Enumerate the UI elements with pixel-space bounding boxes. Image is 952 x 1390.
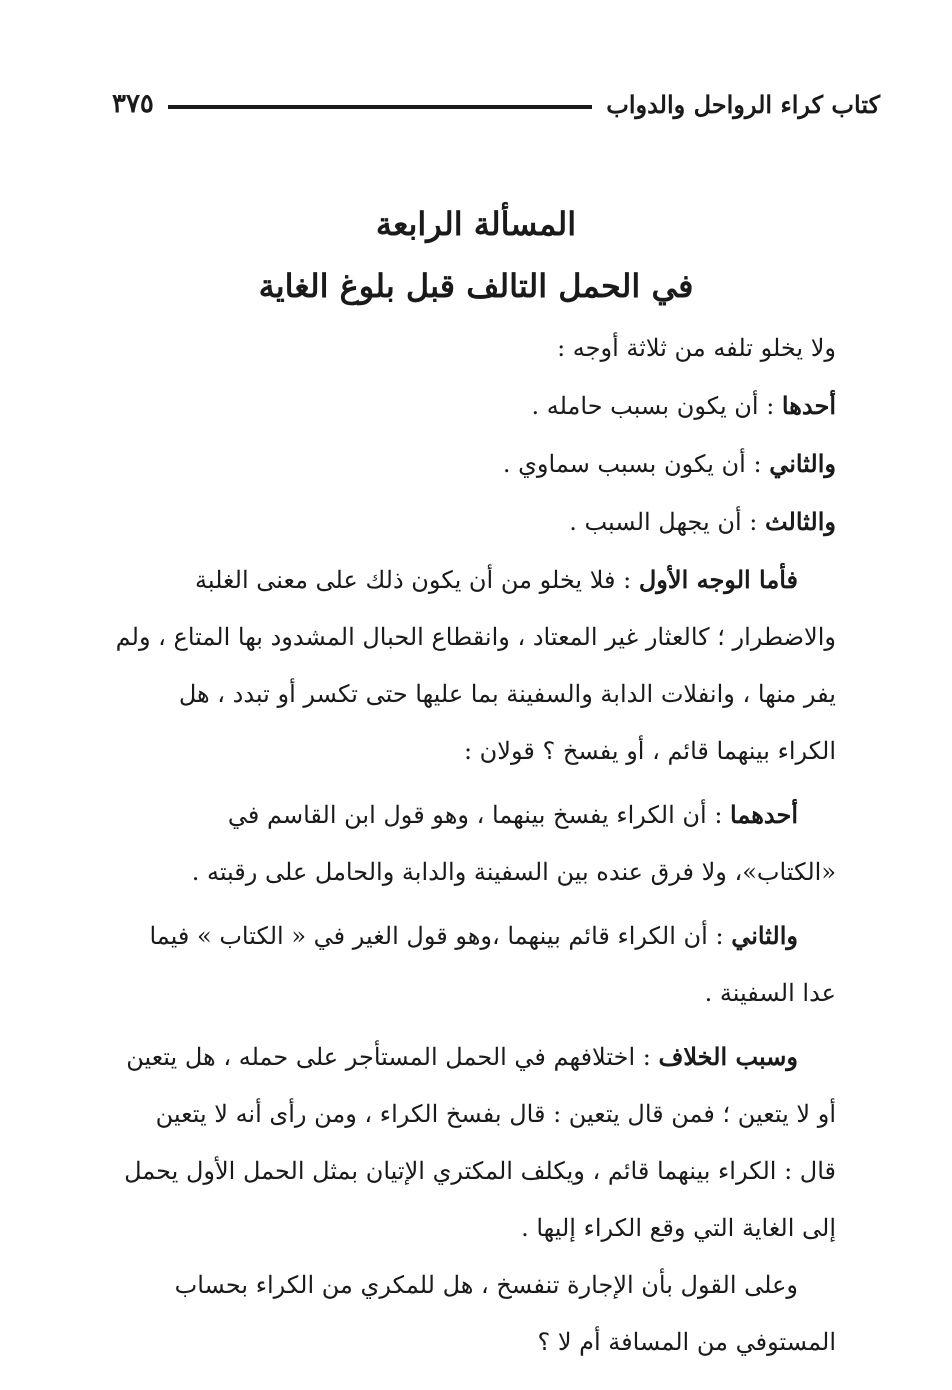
third-aspect-line bbox=[76, 493, 836, 551]
first-opinion-line-2 bbox=[76, 844, 836, 901]
paragraph-text: «الكتاب»، ولا فرق عنده بين السفينة والدابة والحامل على رقبته . bbox=[191, 858, 836, 886]
paragraph-text: : أن الكراء يفسخ بينهما ، وهو قول ابن القاسم في bbox=[227, 801, 731, 829]
paragraph-text: والاضطرار ؛ كالعثار غير المعتاد ، وانقطاع الحبال المشدود بها المتاع ، ولم bbox=[115, 623, 836, 651]
paragraph-first-aspect-line-2 bbox=[76, 609, 836, 666]
intro-text: ولا يخلو تلفه من ثلاثة أوجه : bbox=[557, 334, 836, 362]
second-opinion-line-2 bbox=[76, 965, 836, 1022]
paragraph-first-aspect-line-4 bbox=[76, 723, 836, 780]
first-aspect-heading: فأما الوجه الأول bbox=[638, 565, 798, 594]
first-opinion-label: أحدهما bbox=[730, 800, 798, 829]
cause-of-dispute-line-3 bbox=[76, 1143, 836, 1200]
paragraph-text: قال : الكراء بينهما قائم ، ويكلف المكتري الإتيان بمثل الحمل الأول يحمل bbox=[124, 1157, 836, 1185]
paragraph-text: عدا السفينة . bbox=[704, 979, 836, 1007]
running-title: كتاب كراء الرواحل والدواب bbox=[606, 89, 880, 119]
cause-of-dispute-label: وسبب الخلاف bbox=[658, 1042, 798, 1071]
chapter-subtitle: في الحمل التالف قبل بلوغ الغاية bbox=[258, 267, 694, 305]
cause-of-dispute-line-2 bbox=[76, 1086, 836, 1143]
paragraph-first-aspect-line-1 bbox=[76, 551, 836, 609]
chapter-title: المسألة الرابعة bbox=[375, 205, 577, 243]
paragraph-text: إلى الغاية التي وقع الكراء إليها . bbox=[521, 1214, 836, 1242]
paragraph-text: : اختلافهم في الحمل المستأجر على حمله ، هل يتعين bbox=[126, 1043, 659, 1071]
first-aspect-text: : أن يكون بسبب حامله . bbox=[531, 392, 782, 420]
running-header bbox=[112, 84, 880, 124]
cause-of-dispute-line-4 bbox=[76, 1200, 836, 1257]
paragraph-text: : أن الكراء قائم بينهما ،وهو قول الغير في « الكتاب » فيما bbox=[149, 922, 732, 950]
first-aspect-label: أحدها bbox=[781, 391, 836, 420]
first-opinion-line-1 bbox=[76, 786, 836, 844]
second-opinion-line-1 bbox=[76, 907, 836, 965]
third-aspect-label: والثالث bbox=[764, 507, 836, 536]
first-aspect-line bbox=[76, 377, 836, 435]
paragraph-text: المستوفي من المسافة أم لا ؟ bbox=[537, 1328, 836, 1356]
second-aspect-text: : أن يكون بسبب سماوي . bbox=[502, 450, 770, 478]
paragraph-text: وعلى القول بأن الإجارة تنفسخ ، هل للمكري من الكراء بحساب bbox=[174, 1271, 798, 1299]
paragraph-first-aspect-line-3 bbox=[76, 666, 836, 723]
second-opinion-label: والثاني bbox=[731, 921, 798, 950]
body-text bbox=[76, 320, 836, 1371]
cause-of-dispute-line-1 bbox=[76, 1028, 836, 1086]
third-aspect-text: : أن يجهل السبب . bbox=[569, 508, 765, 536]
paragraph-text: يفر منها ، وانفلات الدابة والسفينة بما عليها حتى تكسر أو تبدد ، هل bbox=[178, 680, 836, 708]
paragraph-text: : فلا يخلو من أن يكون ذلك على معنى الغلبة bbox=[195, 566, 639, 594]
intro-line bbox=[76, 320, 836, 377]
second-aspect-label: والثاني bbox=[769, 449, 836, 478]
paragraph-text: الكراء بينهما قائم ، أو يفسخ ؟ قولان : bbox=[463, 737, 836, 765]
final-paragraph-line-1 bbox=[76, 1257, 836, 1314]
page-number: ٣٧٥ bbox=[112, 89, 154, 119]
second-aspect-line bbox=[76, 435, 836, 493]
paragraph-text: أو لا يتعين ؛ فمن قال يتعين : قال بفسخ الكراء ، ومن رأى أنه لا يتعين bbox=[155, 1100, 836, 1128]
header-rule bbox=[168, 105, 592, 109]
final-paragraph-line-2 bbox=[76, 1314, 836, 1371]
